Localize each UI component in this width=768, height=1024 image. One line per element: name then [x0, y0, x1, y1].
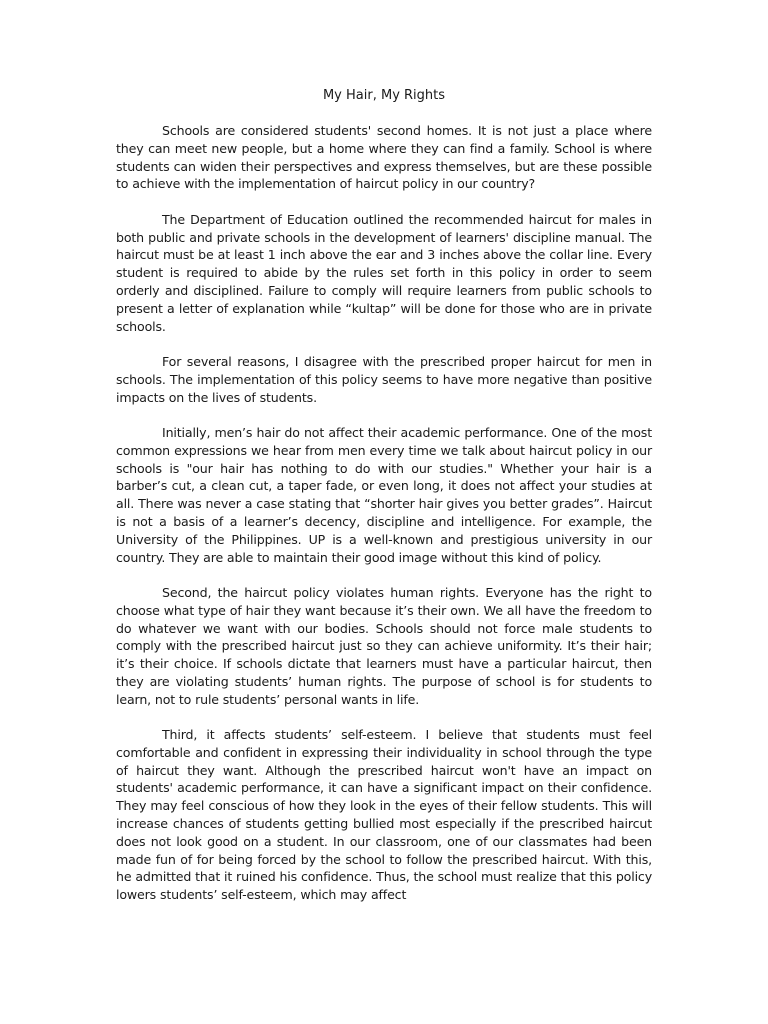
document-body — [116, 122, 652, 904]
paragraph-human-rights: Second, the haircut policy violates human rights. Everyone has the right to choose what type of hair they want because it’s their own. We all have the freedom to do whatever we want with our bodies. Schools should not force male students to comply with the prescribed haircut just so they can achieve uniformity. It’s their hair; it’s their choice. If schools dictate that learners must have a particular haircut, then they are violating students’ human rights. The purpose of school is for students to learn, not to rule students’ personal wants in life. — [116, 584, 652, 707]
document-title: My Hair, My Rights — [322, 88, 446, 103]
paragraph-self-esteem: Third, it affects students’ self-esteem. I believe that students must feel comfortable and confident in expressing their individuality in school through the type of haircut they want. Although the prescribed haircut won't have an impact on students' academic performance, it can have a significant impact on their confidence. They may feel conscious of how they look in the eyes of their fellow students. This will increase chances of students getting bullied most especially if the prescribed haircut does not look good on a student. In our classroom, one of our classmates had been made fun of for being forced by the school to follow the prescribed haircut. With this, he admitted that it ruined his confidence. Thus, the school must realize that this policy lowers students’ self-esteem, which may affect — [116, 727, 652, 903]
paragraph-deped-policy: The Department of Education outlined the recommended haircut for males in both public and private schools in the development of learners' discipline manual. The haircut must be at least 1 inch above the ear and 3 inches above the collar line. Every student is required to abide by the rules set forth in this policy in order to seem orderly and disciplined. Failure to comply will require learners from public schools to present a letter of explanation while “kultap” will be done for those who are in private schools. — [116, 211, 652, 334]
paragraph-intro: Schools are considered students' second homes. It is not just a place where they can meet new people, but a home where they can find a family. School is where students can widen their perspectives and express themselves, but are these possible to achieve with the implementation of haircut policy in our country? — [116, 123, 652, 192]
paragraph-thesis: For several reasons, I disagree with the prescribed proper haircut for men in schools. The implementation of this policy seems to have more negative than positive impacts on the lives of students. — [116, 353, 652, 405]
paragraph-academic-performance: Initially, men’s hair do not affect their academic performance. One of the most common expressions we hear from men every time we talk about haircut policy in our schools is "our hair has nothing to do with our studies." Whether your hair is a barber’s cut, a clean cut, a taper fade, or even long, it does not affect your studies at all. There was never a case stating that “shorter hair gives you better grades”. Haircut is not a basis of a learner’s decency, discipline and intelligence. For example, the University of the Philippines. UP is a well-known and prestigious university in our country. They are able to maintain their good image without this kind of policy. — [116, 424, 652, 565]
